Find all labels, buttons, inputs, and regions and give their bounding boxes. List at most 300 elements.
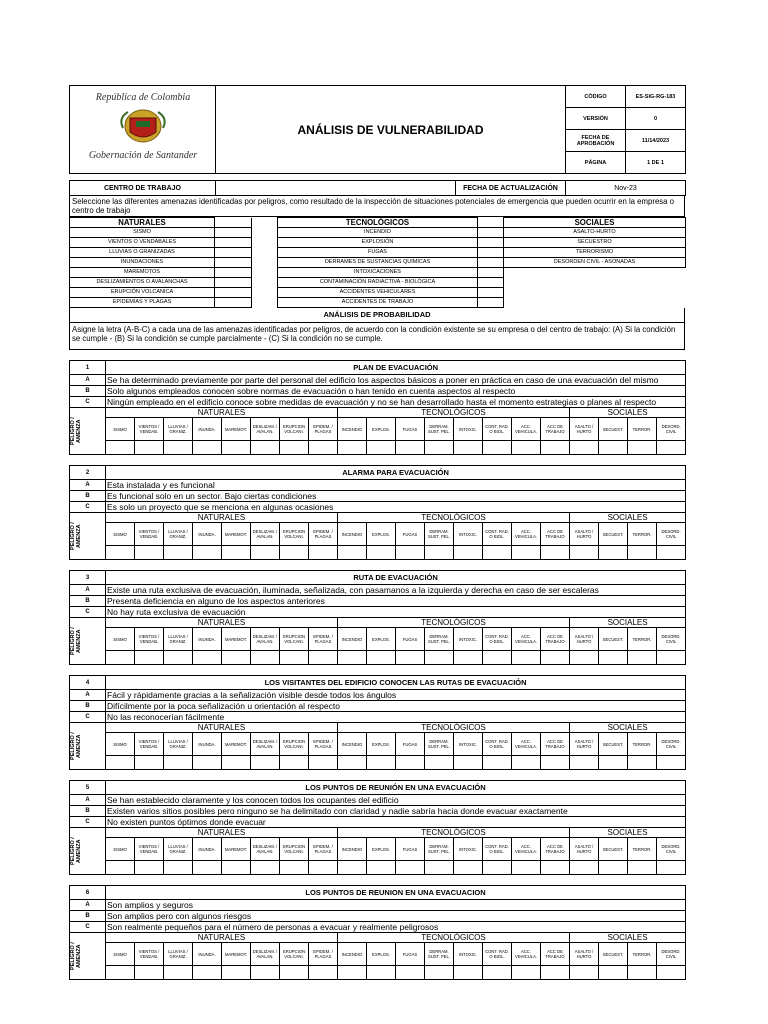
rating-cell[interactable] bbox=[164, 441, 193, 455]
category-label: ACC. VEHICULA. bbox=[512, 523, 541, 546]
rating-cell[interactable] bbox=[222, 756, 251, 770]
category-label: MAREMOT. bbox=[222, 838, 251, 861]
side-label: PELIGRO / AMENZA bbox=[70, 417, 82, 445]
rating-cell[interactable] bbox=[570, 966, 599, 980]
rating-cell[interactable] bbox=[338, 756, 367, 770]
group-tecnologicos: TECNOLÓGICOS bbox=[338, 408, 570, 418]
category-label: DESORD. CIVIL bbox=[657, 838, 686, 861]
hazard-row bbox=[70, 228, 686, 238]
social-hazard-label: SECUESTRO bbox=[504, 238, 686, 248]
naturales-header: NATURALES bbox=[70, 218, 215, 228]
group-naturales: NATURALES bbox=[106, 933, 338, 943]
rating-cell[interactable] bbox=[309, 441, 338, 455]
group-sociales: SOCIALES bbox=[570, 618, 686, 628]
category-label: DERRAM. SUST. PEL. bbox=[425, 523, 454, 546]
probability-text: Asigne la letra (A-B-C) a cada una de las amenazas identificadas por peligros, de acuerdo con la condición existente se su empresa o del centro de trabajo: (A) Si la condición se cumple - (B) Si la condición se cumple parcialmente - (C) Si la condición no se cumple. bbox=[69, 323, 685, 350]
meta-value-approval: 11/14/2023 bbox=[626, 130, 686, 152]
rating-cell[interactable] bbox=[396, 756, 425, 770]
category-label: DESLIZAM. / AVALAN. bbox=[251, 628, 280, 651]
workplace-label: CENTRO DE TRABAJO bbox=[70, 181, 216, 196]
tech-hazard-label: DERRAMES DE SUSTANCIAS QUIMICAS bbox=[278, 258, 478, 268]
category-label: DESLIZAM. / AVALAN. bbox=[251, 838, 280, 861]
rating-cell[interactable] bbox=[483, 756, 512, 770]
option-letter: B bbox=[70, 386, 106, 397]
rating-cell[interactable] bbox=[454, 966, 483, 980]
section-number: 6 bbox=[70, 886, 106, 900]
option-text: Existen varios sitios posibles pero ninguno se ha delimitado con claridad y nadie sabría hacia donde evacuar exactamente bbox=[106, 806, 686, 817]
rating-cell[interactable] bbox=[164, 861, 193, 875]
tech-hazard-check[interactable] bbox=[478, 248, 504, 258]
category-label: DERRAM. SUST. PEL. bbox=[425, 733, 454, 756]
group-naturales: NATURALES bbox=[106, 828, 338, 838]
rating-cell[interactable] bbox=[454, 546, 483, 560]
rating-cell[interactable] bbox=[164, 756, 193, 770]
tech-hazard-check[interactable] bbox=[478, 278, 504, 288]
natural-hazard-label: MAREMOTOS bbox=[70, 268, 215, 278]
section-number: 4 bbox=[70, 676, 106, 690]
category-label: SECUEST. bbox=[599, 418, 628, 441]
rating-cell[interactable] bbox=[280, 756, 309, 770]
category-label: EPIDEM. / PLAGAS bbox=[309, 733, 338, 756]
side-label-cell bbox=[70, 618, 106, 665]
rating-cell[interactable] bbox=[657, 756, 686, 770]
rating-cell[interactable] bbox=[367, 756, 396, 770]
sociales-header: SOCIALES bbox=[504, 218, 686, 228]
group-naturales: NATURALES bbox=[106, 408, 338, 418]
update-date-value[interactable]: Nov-23 bbox=[566, 181, 686, 196]
social-hazard-label: DESORDEN CIVIL - ASONADAS bbox=[504, 258, 686, 268]
option-text: Solo algunos empleados conocen sobre normas de evacuación o han tenido en cuenta aspectos al respecto bbox=[106, 386, 686, 397]
category-label: ACC. VEHICULA. bbox=[512, 943, 541, 966]
section-title: PLAN DE EVACUACIÓN bbox=[106, 361, 686, 375]
option-text: Difícilmente por la poca señalización u orientación al respecto bbox=[106, 701, 686, 712]
rating-cell[interactable] bbox=[512, 651, 541, 665]
category-label: INTOXIC. bbox=[454, 628, 483, 651]
rating-cell[interactable] bbox=[135, 861, 164, 875]
natural-hazard-check[interactable] bbox=[215, 238, 252, 248]
rating-cell[interactable] bbox=[106, 441, 135, 455]
spacer bbox=[252, 298, 278, 308]
tech-hazard-check[interactable] bbox=[478, 258, 504, 268]
rating-cell[interactable] bbox=[135, 756, 164, 770]
category-label: INCENDIO bbox=[338, 838, 367, 861]
rating-cell[interactable] bbox=[164, 546, 193, 560]
meta-value-version: 0 bbox=[626, 108, 686, 130]
category-label: LLUVIAS / GRANIZ. bbox=[164, 628, 193, 651]
meta-label-page: PÁGINA bbox=[566, 152, 626, 174]
tech-hazard-label: EXPLOSIÓN bbox=[278, 238, 478, 248]
rating-cell[interactable] bbox=[309, 861, 338, 875]
rating-cell[interactable] bbox=[164, 651, 193, 665]
option-letter: B bbox=[70, 701, 106, 712]
group-tecnologicos: TECNOLÓGICOS bbox=[338, 933, 570, 943]
social-hazard-label: TERRORISMO bbox=[504, 248, 686, 258]
category-label: INTOXIC. bbox=[454, 523, 483, 546]
rating-cell[interactable] bbox=[541, 651, 570, 665]
rating-cell[interactable] bbox=[338, 861, 367, 875]
hazard-row bbox=[70, 238, 686, 248]
section-title: ALARMA PARA EVACUACIÓN bbox=[106, 466, 686, 480]
rating-cell[interactable] bbox=[599, 756, 628, 770]
rating-cell[interactable] bbox=[425, 756, 454, 770]
rating-cell[interactable] bbox=[599, 861, 628, 875]
category-label: DESORD. CIVIL bbox=[657, 418, 686, 441]
rating-cell[interactable] bbox=[628, 861, 657, 875]
group-tecnologicos: TECNOLÓGICOS bbox=[338, 618, 570, 628]
rating-cell[interactable] bbox=[541, 966, 570, 980]
rating-cell[interactable] bbox=[280, 546, 309, 560]
rating-cell[interactable] bbox=[396, 861, 425, 875]
rating-cell[interactable] bbox=[222, 651, 251, 665]
section-number: 1 bbox=[70, 361, 106, 375]
rating-cell[interactable] bbox=[222, 546, 251, 560]
workplace-input[interactable] bbox=[216, 181, 456, 196]
category-label: INTOXIC. bbox=[454, 838, 483, 861]
rating-cell[interactable] bbox=[164, 966, 193, 980]
rating-cell[interactable] bbox=[280, 861, 309, 875]
rating-cell[interactable] bbox=[570, 651, 599, 665]
category-label: EPIDEM. / PLAGAS bbox=[309, 418, 338, 441]
rating-cell[interactable] bbox=[512, 546, 541, 560]
rating-cell[interactable] bbox=[599, 441, 628, 455]
category-label: EPIDEM. / PLAGAS bbox=[309, 523, 338, 546]
rating-cell[interactable] bbox=[396, 651, 425, 665]
spacer bbox=[252, 248, 278, 258]
rating-cell[interactable] bbox=[628, 966, 657, 980]
category-label: CONT. RAD. O BIOL. bbox=[483, 943, 512, 966]
rating-cell[interactable] bbox=[628, 756, 657, 770]
category-label: SISMO bbox=[106, 943, 135, 966]
category-label: MAREMOT. bbox=[222, 418, 251, 441]
rating-cell[interactable] bbox=[309, 756, 338, 770]
update-date-label: FECHA DE ACTUALIZACIÓN bbox=[456, 181, 566, 196]
option-text: No hay ruta exclusiva de evacuación bbox=[106, 607, 686, 618]
rating-cell[interactable] bbox=[512, 756, 541, 770]
rating-cell[interactable] bbox=[454, 861, 483, 875]
category-label: INUNDA. bbox=[193, 733, 222, 756]
spacer bbox=[252, 228, 278, 238]
natural-hazard-check[interactable] bbox=[215, 278, 252, 288]
rating-cell[interactable] bbox=[425, 651, 454, 665]
option-text: Es funcional solo en un sector. Bajo ciertas condiciones bbox=[106, 491, 686, 502]
rating-cell[interactable] bbox=[454, 756, 483, 770]
rating-cell[interactable] bbox=[570, 861, 599, 875]
category-label: VIENTOS / VENDAB. bbox=[135, 523, 164, 546]
rating-cell[interactable] bbox=[367, 651, 396, 665]
rating-cell[interactable] bbox=[135, 441, 164, 455]
header-table bbox=[69, 85, 686, 174]
rating-cell[interactable] bbox=[599, 651, 628, 665]
rating-cell[interactable] bbox=[628, 546, 657, 560]
category-label: ASALTO / HURTO bbox=[570, 418, 599, 441]
rating-cell[interactable] bbox=[570, 756, 599, 770]
group-naturales: NATURALES bbox=[106, 513, 338, 523]
option-text: Presenta deficiencia en alguno de los aspectos anteriores bbox=[106, 596, 686, 607]
category-label: ACC DE TRABAJO bbox=[541, 418, 570, 441]
group-sociales: SOCIALES bbox=[570, 933, 686, 943]
category-label: LLUVIAS / GRANIZ. bbox=[164, 733, 193, 756]
option-text: Se han establecido claramente y los conocen todos los ocupantes del edificio bbox=[106, 795, 686, 806]
section-table bbox=[69, 570, 686, 665]
rating-cell[interactable] bbox=[396, 966, 425, 980]
rating-cell[interactable] bbox=[251, 546, 280, 560]
tech-hazard-check[interactable] bbox=[478, 268, 504, 278]
category-label: INTOXIC. bbox=[454, 733, 483, 756]
rating-cell[interactable] bbox=[280, 966, 309, 980]
social-hazard-label bbox=[504, 268, 686, 278]
rating-cell[interactable] bbox=[338, 966, 367, 980]
rating-cell[interactable] bbox=[425, 861, 454, 875]
rating-cell[interactable] bbox=[135, 546, 164, 560]
rating-cell[interactable] bbox=[425, 966, 454, 980]
rating-cell[interactable] bbox=[106, 756, 135, 770]
section-table bbox=[69, 780, 686, 875]
category-label: EXPLOS. bbox=[367, 628, 396, 651]
category-label: SECUEST. bbox=[599, 943, 628, 966]
category-label: ACC DE TRABAJO bbox=[541, 733, 570, 756]
rating-cell[interactable] bbox=[512, 441, 541, 455]
rating-cell[interactable] bbox=[367, 861, 396, 875]
category-label: EXPLOS. bbox=[367, 733, 396, 756]
category-label: EPIDEM. / PLAGAS bbox=[309, 838, 338, 861]
category-label: SISMO bbox=[106, 733, 135, 756]
category-label: FUGAS bbox=[396, 838, 425, 861]
category-label: SISMO bbox=[106, 628, 135, 651]
rating-cell[interactable] bbox=[599, 546, 628, 560]
rating-cell[interactable] bbox=[483, 441, 512, 455]
rating-cell[interactable] bbox=[251, 441, 280, 455]
natural-hazard-label: DESLIZAMIENTOS O AVALANCHAS bbox=[70, 278, 215, 288]
natural-hazard-label: VIENTOS O VENDABALES bbox=[70, 238, 215, 248]
rating-cell[interactable] bbox=[454, 441, 483, 455]
document-title: ANÁLISIS DE VULNERABILIDAD bbox=[216, 86, 566, 174]
category-label: INCENDIO bbox=[338, 628, 367, 651]
option-text: Fácil y rápidamente gracias a la señalización visible desde todos los ángulos bbox=[106, 690, 686, 701]
category-label: ACC. VEHICULA. bbox=[512, 838, 541, 861]
side-label-cell bbox=[70, 408, 106, 455]
category-label: LLUVIAS / GRANIZ. bbox=[164, 418, 193, 441]
rating-cell[interactable] bbox=[483, 966, 512, 980]
rating-cell[interactable] bbox=[512, 966, 541, 980]
rating-cell[interactable] bbox=[425, 546, 454, 560]
category-label: ERUPCION VOLCANI. bbox=[280, 943, 309, 966]
category-label: ASALTO / HURTO bbox=[570, 628, 599, 651]
section-number: 5 bbox=[70, 781, 106, 795]
hazards-table bbox=[69, 217, 686, 308]
category-label: TERROR. bbox=[628, 838, 657, 861]
rating-cell[interactable] bbox=[222, 861, 251, 875]
tech-hazard-check[interactable] bbox=[478, 298, 504, 308]
rating-cell[interactable] bbox=[657, 441, 686, 455]
meta-label-approval: FECHA DE APROBACIÓN bbox=[566, 130, 626, 152]
natural-hazard-label: EPIDEMIAS Y PLAGAS bbox=[70, 298, 215, 308]
hazard-row bbox=[70, 258, 686, 268]
category-label: ERUPCION VOLCANI. bbox=[280, 733, 309, 756]
category-label: SECUEST. bbox=[599, 523, 628, 546]
group-sociales: SOCIALES bbox=[570, 513, 686, 523]
category-label: LLUVIAS / GRANIZ. bbox=[164, 943, 193, 966]
natural-hazard-check[interactable] bbox=[215, 288, 252, 298]
rating-cell[interactable] bbox=[106, 651, 135, 665]
form-page bbox=[69, 85, 685, 980]
option-text: Son amplios pero con algunos riesgos bbox=[106, 911, 686, 922]
rating-cell[interactable] bbox=[367, 441, 396, 455]
category-label: ERUPCION VOLCANI. bbox=[280, 838, 309, 861]
spacer bbox=[252, 258, 278, 268]
side-label-cell bbox=[70, 723, 106, 770]
group-tecnologicos: TECNOLÓGICOS bbox=[338, 513, 570, 523]
category-label: ACC. VEHICULA. bbox=[512, 628, 541, 651]
option-letter: C bbox=[70, 607, 106, 618]
rating-cell[interactable] bbox=[483, 651, 512, 665]
rating-cell[interactable] bbox=[193, 861, 222, 875]
rating-cell[interactable] bbox=[483, 861, 512, 875]
rating-cell[interactable] bbox=[251, 756, 280, 770]
social-hazard-label: ASALTO-HURTO bbox=[504, 228, 686, 238]
intro-text: Seleccione las diferentes amenazas identificadas por peligros, como resultado de la inspección de situaciones potenciales de emergencia que pueden ocurrir en la empresa o centro de trabajo bbox=[69, 196, 685, 217]
rating-cell[interactable] bbox=[193, 756, 222, 770]
meta-label-code: CÓDIGO bbox=[566, 86, 626, 108]
rating-cell[interactable] bbox=[280, 651, 309, 665]
rating-cell[interactable] bbox=[541, 861, 570, 875]
rating-cell[interactable] bbox=[106, 966, 135, 980]
rating-cell[interactable] bbox=[309, 651, 338, 665]
category-label: EPIDEM. / PLAGAS bbox=[309, 943, 338, 966]
category-label: INCENDIO bbox=[338, 523, 367, 546]
natural-hazard-label: LLUVIAS O GRANIZADAS bbox=[70, 248, 215, 258]
category-label: INCENDIO bbox=[338, 733, 367, 756]
category-label: INCENDIO bbox=[338, 943, 367, 966]
rating-cell[interactable] bbox=[367, 966, 396, 980]
rating-cell[interactable] bbox=[309, 966, 338, 980]
category-label: VIENTOS / VENDAB. bbox=[135, 733, 164, 756]
option-letter: C bbox=[70, 712, 106, 723]
natural-hazard-check[interactable] bbox=[215, 248, 252, 258]
svg-text:República de Colombia: República de Colombia bbox=[95, 92, 190, 103]
rating-cell[interactable] bbox=[628, 651, 657, 665]
group-naturales: NATURALES bbox=[106, 618, 338, 628]
section-number: 3 bbox=[70, 571, 106, 585]
rating-cell[interactable] bbox=[483, 546, 512, 560]
rating-cell[interactable] bbox=[135, 966, 164, 980]
meta-label-version: VERSIÓN bbox=[566, 108, 626, 130]
rating-cell[interactable] bbox=[657, 861, 686, 875]
rating-cell[interactable] bbox=[135, 651, 164, 665]
category-label: CONT. RAD. O BIOL. bbox=[483, 628, 512, 651]
rating-cell[interactable] bbox=[106, 861, 135, 875]
rating-cell[interactable] bbox=[541, 756, 570, 770]
category-label: DESORD. CIVIL bbox=[657, 733, 686, 756]
rating-cell[interactable] bbox=[280, 441, 309, 455]
section-title: RUTA DE EVACUACIÓN bbox=[106, 571, 686, 585]
rating-cell[interactable] bbox=[454, 651, 483, 665]
category-label: VIENTOS / VENDAB. bbox=[135, 628, 164, 651]
category-label: MAREMOT. bbox=[222, 733, 251, 756]
rating-cell[interactable] bbox=[657, 546, 686, 560]
rating-cell[interactable] bbox=[106, 546, 135, 560]
tech-hazard-check[interactable] bbox=[478, 228, 504, 238]
rating-cell[interactable] bbox=[222, 966, 251, 980]
rating-cell[interactable] bbox=[396, 546, 425, 560]
hazard-row bbox=[70, 288, 686, 298]
tech-hazard-label: CONTAMINACIÓN RADIACTIVA - BIOLÓGICA bbox=[278, 278, 478, 288]
rating-cell[interactable] bbox=[251, 861, 280, 875]
spacer bbox=[252, 238, 278, 248]
category-label: DERRAM. SUST. PEL. bbox=[425, 418, 454, 441]
category-label: INCENDIO bbox=[338, 418, 367, 441]
rating-cell[interactable] bbox=[599, 966, 628, 980]
rating-cell[interactable] bbox=[570, 441, 599, 455]
rating-cell[interactable] bbox=[338, 546, 367, 560]
side-label-cell bbox=[70, 513, 106, 560]
rating-cell[interactable] bbox=[193, 651, 222, 665]
rating-cell[interactable] bbox=[541, 546, 570, 560]
side-label: PELIGRO / AMENZA bbox=[70, 837, 82, 865]
category-label: ASALTO / HURTO bbox=[570, 943, 599, 966]
option-letter: A bbox=[70, 690, 106, 701]
tech-hazard-label: INCENDIO bbox=[278, 228, 478, 238]
category-label: TERROR. bbox=[628, 943, 657, 966]
tech-hazard-check[interactable] bbox=[478, 288, 504, 298]
rating-cell[interactable] bbox=[251, 966, 280, 980]
option-letter: B bbox=[70, 491, 106, 502]
rating-cell[interactable] bbox=[396, 441, 425, 455]
rating-cell[interactable] bbox=[338, 651, 367, 665]
category-label: ACC. VEHICULA. bbox=[512, 418, 541, 441]
rating-cell[interactable] bbox=[425, 441, 454, 455]
category-label: DESLIZAM. / AVALAN. bbox=[251, 943, 280, 966]
rating-cell[interactable] bbox=[193, 546, 222, 560]
rating-cell[interactable] bbox=[222, 441, 251, 455]
rating-cell[interactable] bbox=[628, 441, 657, 455]
tech-hazard-label: FUGAS bbox=[278, 248, 478, 258]
sections-container bbox=[69, 360, 685, 980]
spacer bbox=[252, 268, 278, 278]
tech-hazard-label: ACCIDENTES VEHICULARES bbox=[278, 288, 478, 298]
rating-cell[interactable] bbox=[338, 441, 367, 455]
section-table bbox=[69, 465, 686, 560]
rating-cell[interactable] bbox=[193, 966, 222, 980]
rating-cell[interactable] bbox=[193, 441, 222, 455]
category-label: DESORD. CIVIL bbox=[657, 943, 686, 966]
natural-hazard-check[interactable] bbox=[215, 298, 252, 308]
option-letter: A bbox=[70, 375, 106, 386]
rating-cell[interactable] bbox=[512, 861, 541, 875]
social-hazard-label bbox=[504, 278, 686, 288]
rating-cell[interactable] bbox=[367, 546, 396, 560]
natural-hazard-check[interactable] bbox=[215, 228, 252, 238]
option-text: Son amplios y seguros bbox=[106, 900, 686, 911]
tech-hazard-check[interactable] bbox=[478, 238, 504, 248]
side-label-cell bbox=[70, 828, 106, 875]
natural-hazard-check[interactable] bbox=[215, 268, 252, 278]
category-label: FUGAS bbox=[396, 628, 425, 651]
category-label: ERUPCION VOLCANI. bbox=[280, 628, 309, 651]
natural-hazard-check[interactable] bbox=[215, 258, 252, 268]
category-label: ACC DE TRABAJO bbox=[541, 838, 570, 861]
rating-cell[interactable] bbox=[570, 546, 599, 560]
category-label: VIENTOS / VENDAB. bbox=[135, 943, 164, 966]
option-letter: B bbox=[70, 596, 106, 607]
rating-cell[interactable] bbox=[541, 441, 570, 455]
rating-cell[interactable] bbox=[251, 651, 280, 665]
category-label: SECUEST. bbox=[599, 733, 628, 756]
social-hazard-label bbox=[504, 298, 686, 308]
rating-cell[interactable] bbox=[657, 651, 686, 665]
rating-cell[interactable] bbox=[309, 546, 338, 560]
category-label: SECUEST. bbox=[599, 628, 628, 651]
rating-cell[interactable] bbox=[657, 966, 686, 980]
